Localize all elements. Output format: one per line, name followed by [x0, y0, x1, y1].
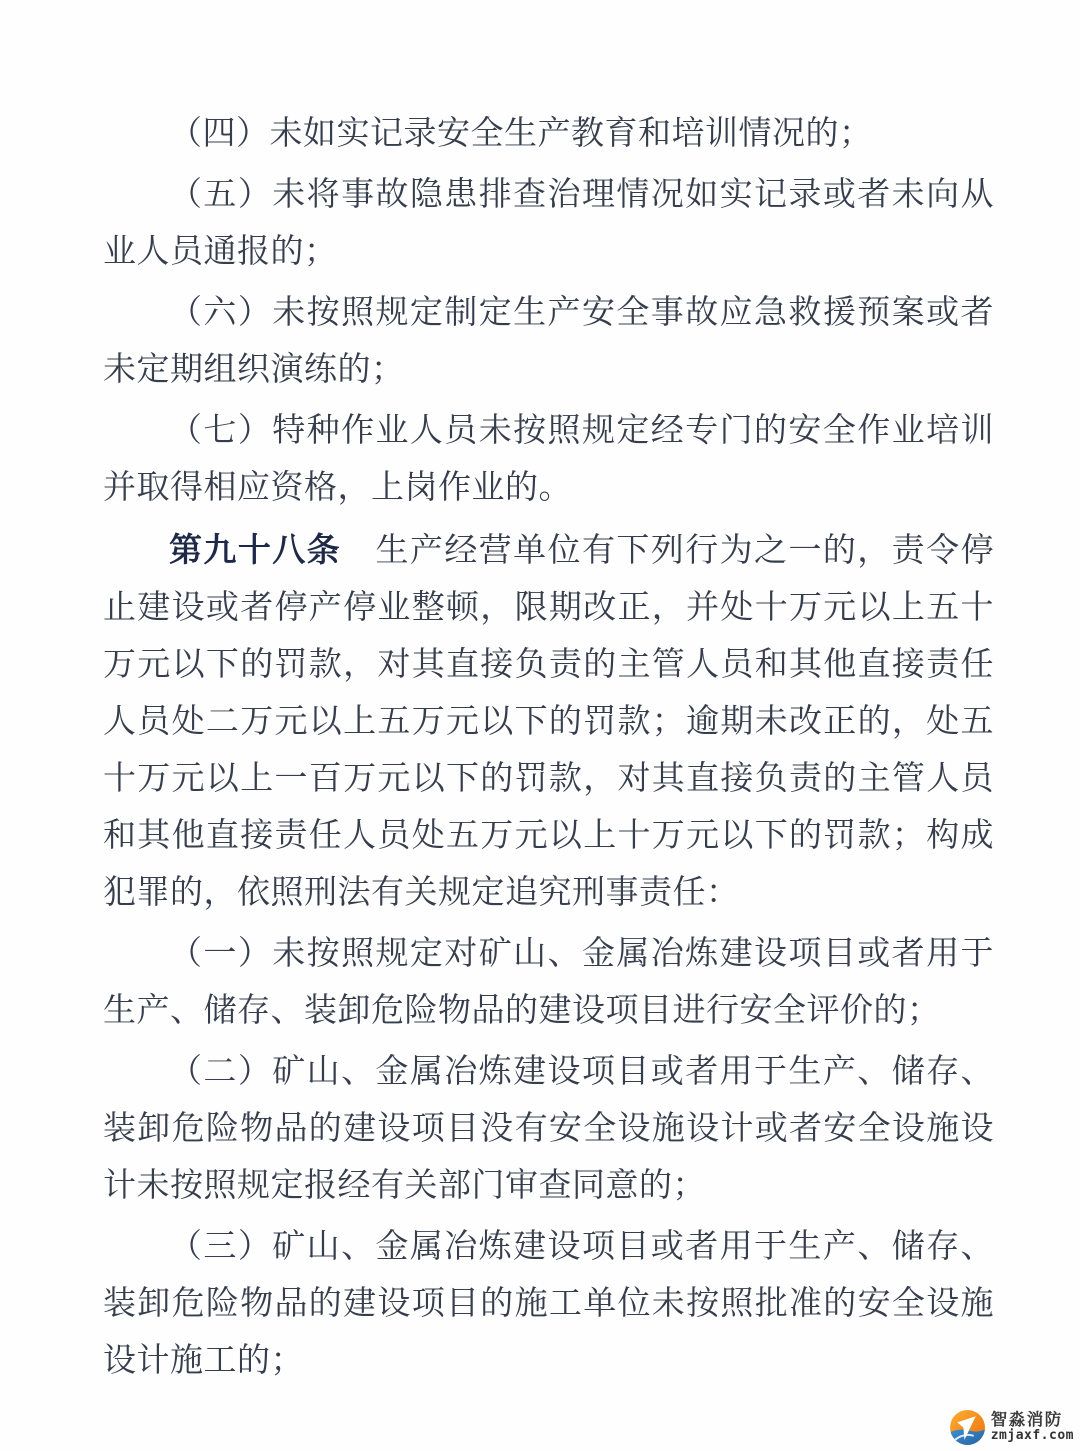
- clause-item-1: （一）未按照规定对矿山、金属冶炼建设项目或者用于生产、储存、装卸危险物品的建设项目进行安全评价的；: [103, 936, 994, 1029]
- clause-item-7: （七）特种作业人员未按照规定经专门的安全作业培训并取得相应资格，上岗作业的。: [103, 413, 994, 506]
- clause-item-5: （五）未将事故隐患排查治理情况如实记录或者未向从业人员通报的；: [103, 177, 994, 270]
- watermark: [949, 1409, 1074, 1446]
- article-number-label: 第九十八条: [169, 531, 342, 568]
- article-98-text: 生产经营单位有下列行为之一的，责令停止建设或者停产停业整顿，限期改正，并处十万元以上五十万元以下的罚款，对其直接负责的主管人员和其他直接责任人员处二万元以上五万元以下的罚款；逾期未改正的，处五十万元以上一百万元以下的罚款，对其直接负责的主管人员和其他直接责任人员处五万元以上十万元以下的罚款；构成犯罪的，依照刑法有关规定追究刑事责任：: [103, 533, 995, 911]
- brand-url: zmjaxf.com: [990, 1428, 1074, 1444]
- legal-text-body: [103, 106, 994, 1394]
- article-98-paragraph: [103, 521, 994, 922]
- clause-item-3: （三）矿山、金属冶炼建设项目或者用于生产、储存、装卸危险物品的建设项目的施工单位未按照批准的安全设施设计施工的；: [103, 1229, 994, 1379]
- clause-item-6: （六）未按照规定制定生产安全事故应急救援预案或者未定期组织演练的；: [103, 295, 994, 388]
- clause-item-4: （四）未如实记录安全生产教育和培训情况的；: [169, 116, 873, 152]
- brand-logo-icon: [949, 1409, 986, 1446]
- brand-name: 智淼消防: [990, 1411, 1063, 1430]
- clause-item-2: （二）矿山、金属冶炼建设项目或者用于生产、储存、装卸危险物品的建设项目没有安全设施设计或者安全设施设计未按照规定报经有关部门审查同意的；: [103, 1054, 994, 1204]
